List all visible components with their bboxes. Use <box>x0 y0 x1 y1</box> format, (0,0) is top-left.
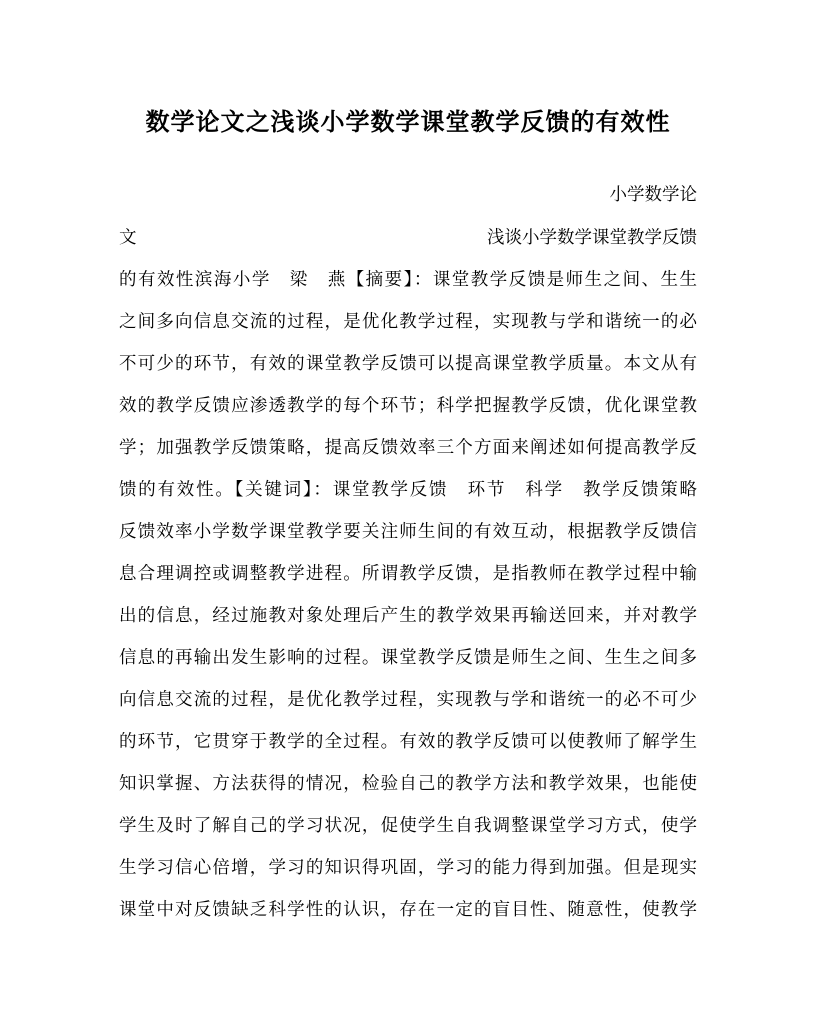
text-line: 之间多向信息交流的过程，是优化教学过程，实现教与学和谐统一的必 <box>119 312 697 332</box>
text-line: 不可少的环节，有效的课堂教学反馈可以提高课堂教学质量。本文从有 <box>119 354 697 374</box>
text-line: 馈的有效性。【关键词】：课堂教学反馈 环节 科学 教学反馈策略 <box>119 480 697 500</box>
text-line: 向信息交流的过程，是优化教学过程，实现教与学和谐统一的必不可少 <box>119 690 697 710</box>
text-line: 信息的再输出发生影响的过程。课堂教学反馈是师生之间、生生之间多 <box>119 648 697 668</box>
text-line: 反馈效率小学数学课堂教学要关注师生间的有效互动，根据教学反馈信 <box>119 522 697 542</box>
text-line: 课堂中对反馈缺乏科学性的认识，存在一定的盲目性、随意性，使教学 <box>119 900 697 920</box>
text-line: 知识掌握、方法获得的情况，检验自己的教学方法和教学效果，也能使 <box>119 774 697 794</box>
text-line: 学生及时了解自己的学习状况，促使学生自我调整课堂学习方式，使学 <box>119 816 697 836</box>
text-line: 的环节，它贯穿于教学的全过程。有效的教学反馈可以使教师了解学生 <box>119 732 697 752</box>
text-line: 生学习信心倍增，学习的知识得巩固，学习的能力得到加强。但是现实 <box>119 858 697 878</box>
text-line <box>119 224 697 252</box>
text-line: 的有效性滨海小学 梁 燕【摘要】：课堂教学反馈是师生之间、生生 <box>119 270 697 290</box>
text-line: 息合理调控或调整教学进程。所谓教学反馈，是指教师在教学过程中输 <box>119 564 697 584</box>
article-heading: 浅谈小学数学课堂教学反馈 <box>487 228 697 248</box>
text-line: 效的教学反馈应渗透教学的每个环节；科学把握教学反馈，优化课堂教 <box>119 396 697 416</box>
document-title: 数学论文之浅谈小学数学课堂教学反馈的有效性 <box>145 107 671 136</box>
text-line: 学；加强教学反馈策略，提高反馈效率三个方面来阐述如何提高教学反 <box>119 438 697 458</box>
category-label: 小学数学论 <box>609 185 697 205</box>
category-label-continued: 文 <box>119 228 137 248</box>
text-line: 出的信息，经过施教对象处理后产生的教学效果再输送回来，并对教学 <box>119 606 697 626</box>
